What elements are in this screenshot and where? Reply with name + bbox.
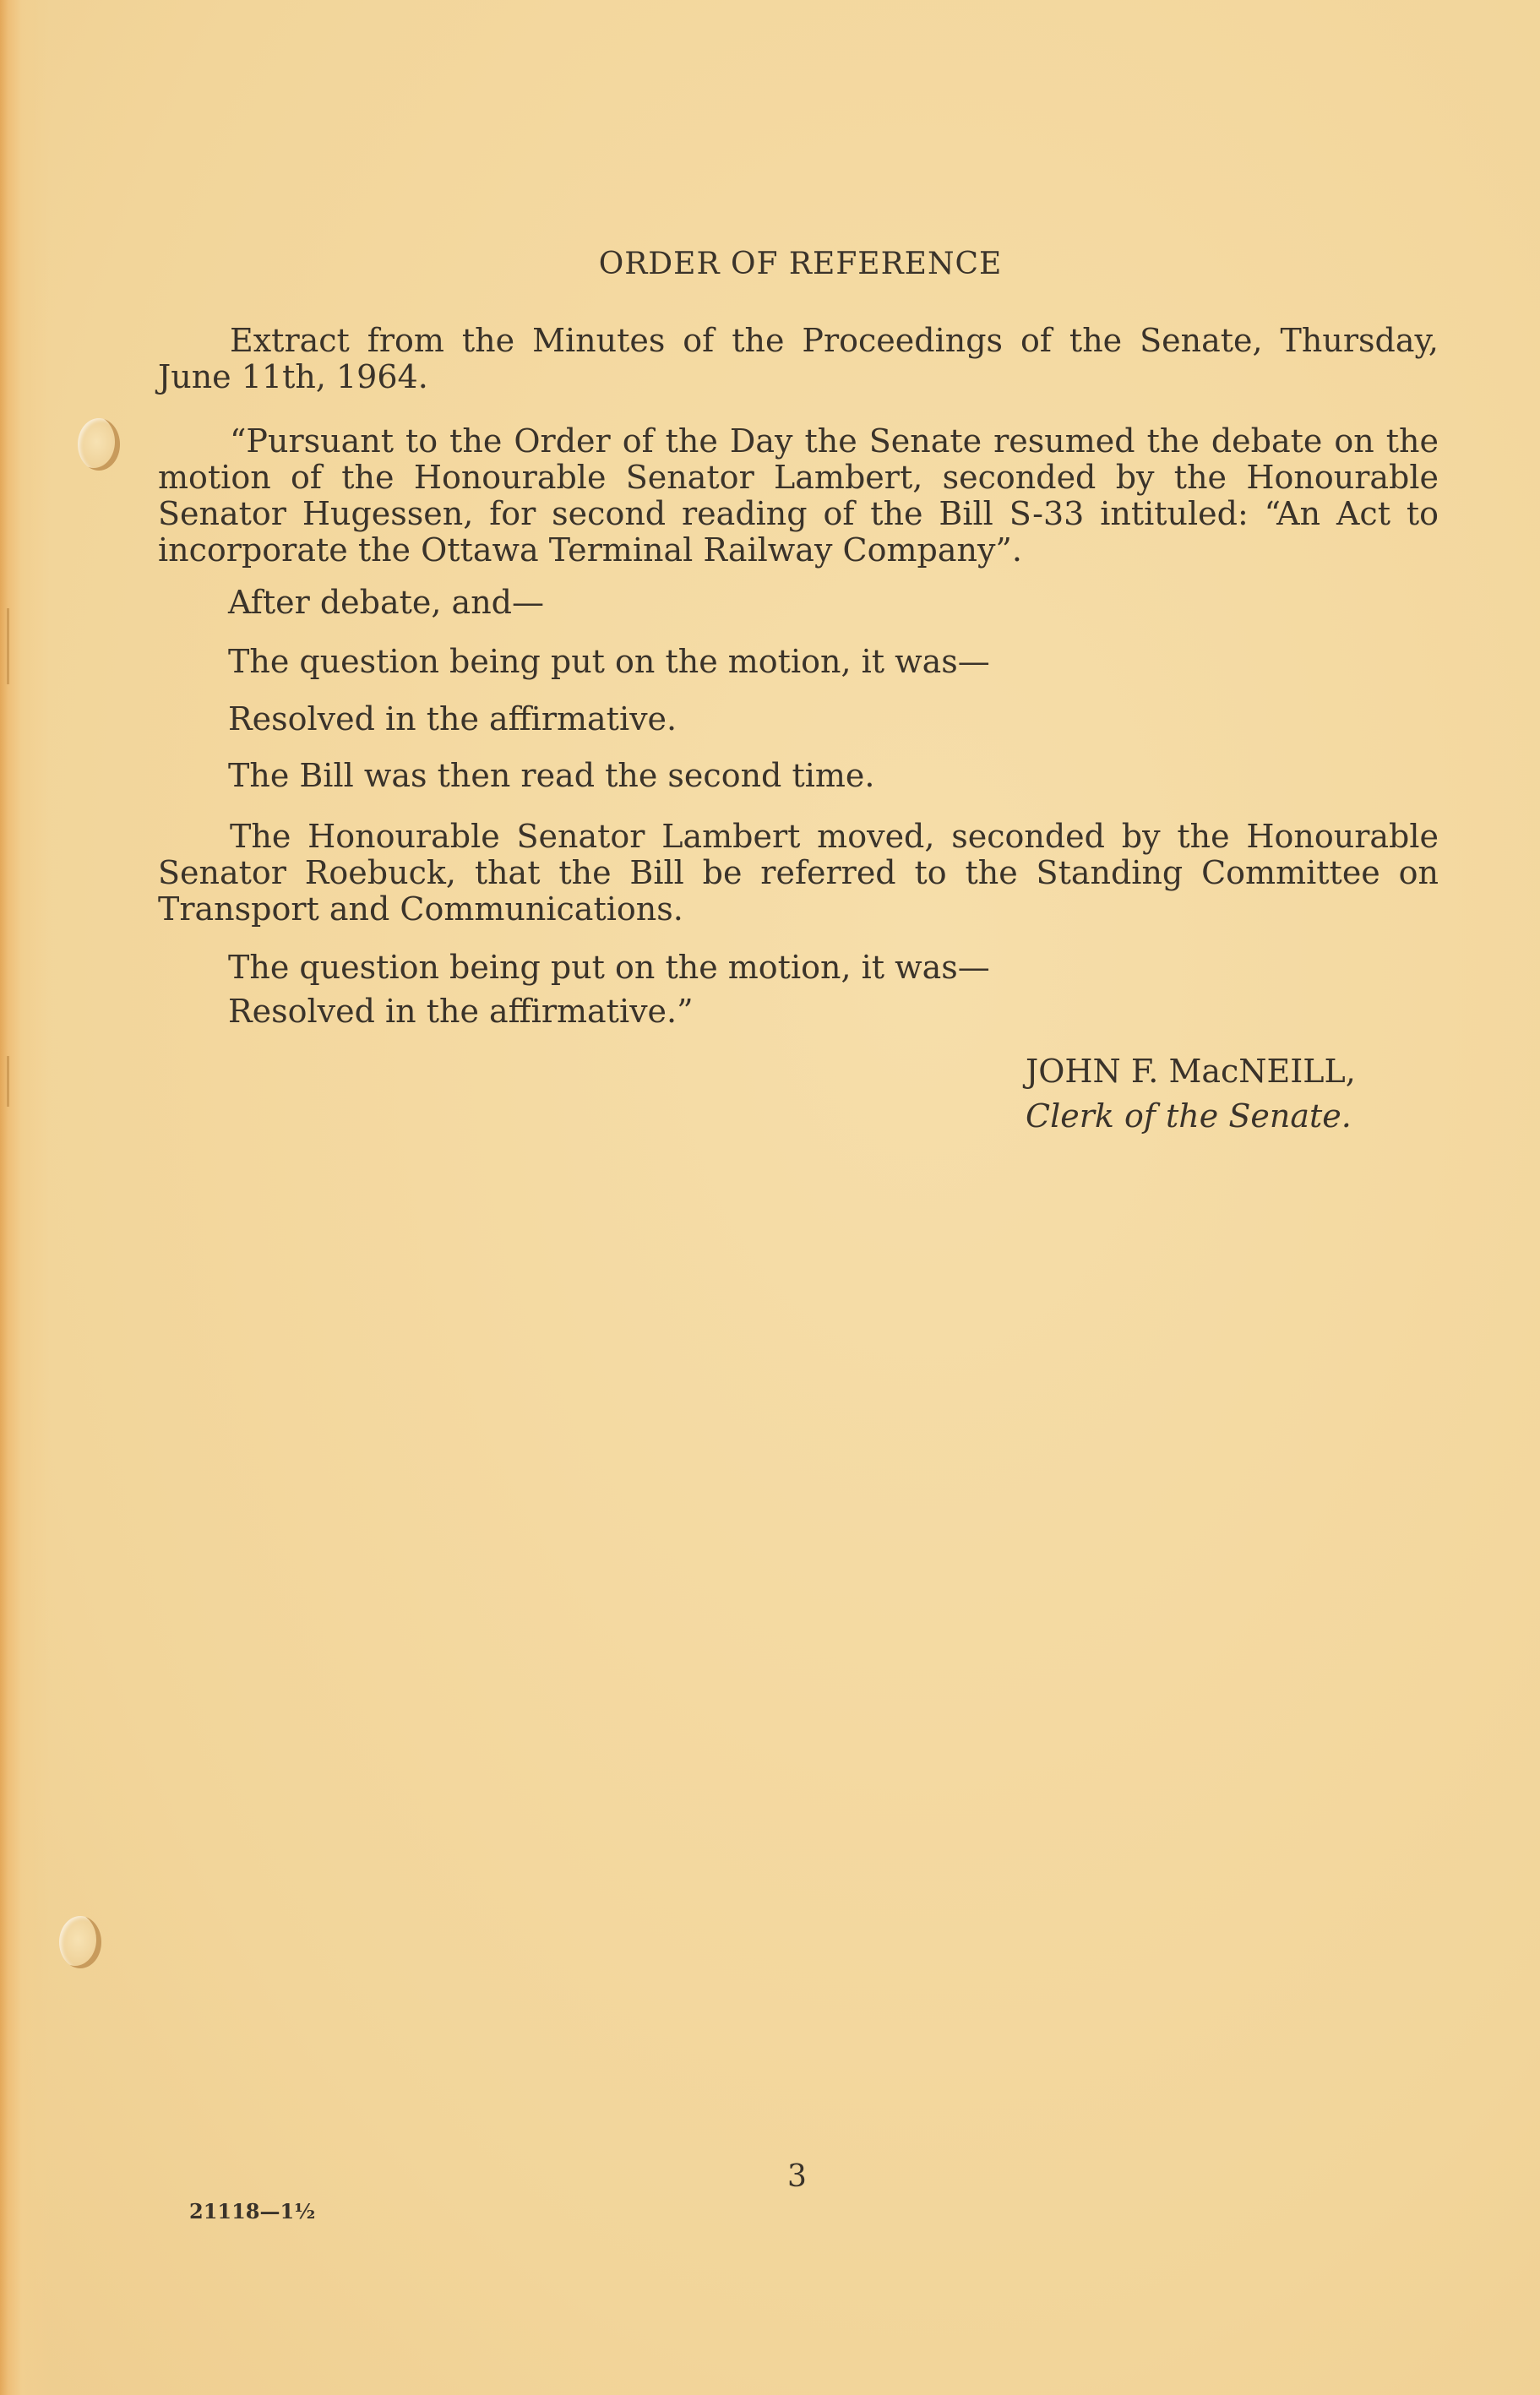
signature-title: Clerk of the Senate. [1026, 1097, 1352, 1135]
extract-text: Extract from the Minutes of the Proceedings of the Senate, Thursday, June 11th, 1964. [158, 322, 1439, 395]
pursuant-text: “Pursuant to the Order of the Day the Senate resumed the debate on the motion of the Honourable Senator Lambert, seconded by the Honourable Senator Hugessen, for second reading of the Bill S-33 intituled: “An Act to incorporate the Ottawa Terminal Railway Company”. [158, 422, 1439, 569]
question-line-2: The question being put on the motion, it was— [228, 949, 990, 986]
lambert-moved-paragraph [158, 819, 1439, 928]
binding-edge-mark [7, 1056, 9, 1107]
question-line-1: The question being put on the motion, it was— [228, 643, 990, 680]
extract-paragraph [158, 323, 1439, 395]
lambert-moved-text: The Honourable Senator Lambert moved, seconded by the Honourable Senator Roebuck, that the Bill be referred to the Standing Committee on Transport and Communications. [158, 818, 1439, 928]
punch-hole-top [78, 418, 120, 471]
second-reading-line: The Bill was then read the second time. [228, 757, 875, 794]
resolved-line-1: Resolved in the affirmative. [228, 700, 677, 738]
print-code: 21118—1½ [189, 2199, 316, 2224]
pursuant-paragraph [158, 423, 1439, 569]
page-number: 3 [787, 2159, 807, 2194]
punch-hole-bottom [59, 1916, 101, 1968]
after-debate-line: After debate, and— [228, 584, 545, 621]
heading: ORDER OF REFERENCE [598, 247, 1003, 281]
binding-edge-mark [7, 608, 9, 684]
signature-name: JOHN F. MacNEILL, [1026, 1053, 1356, 1090]
resolved-line-2: Resolved in the affirmative.” [228, 993, 694, 1030]
